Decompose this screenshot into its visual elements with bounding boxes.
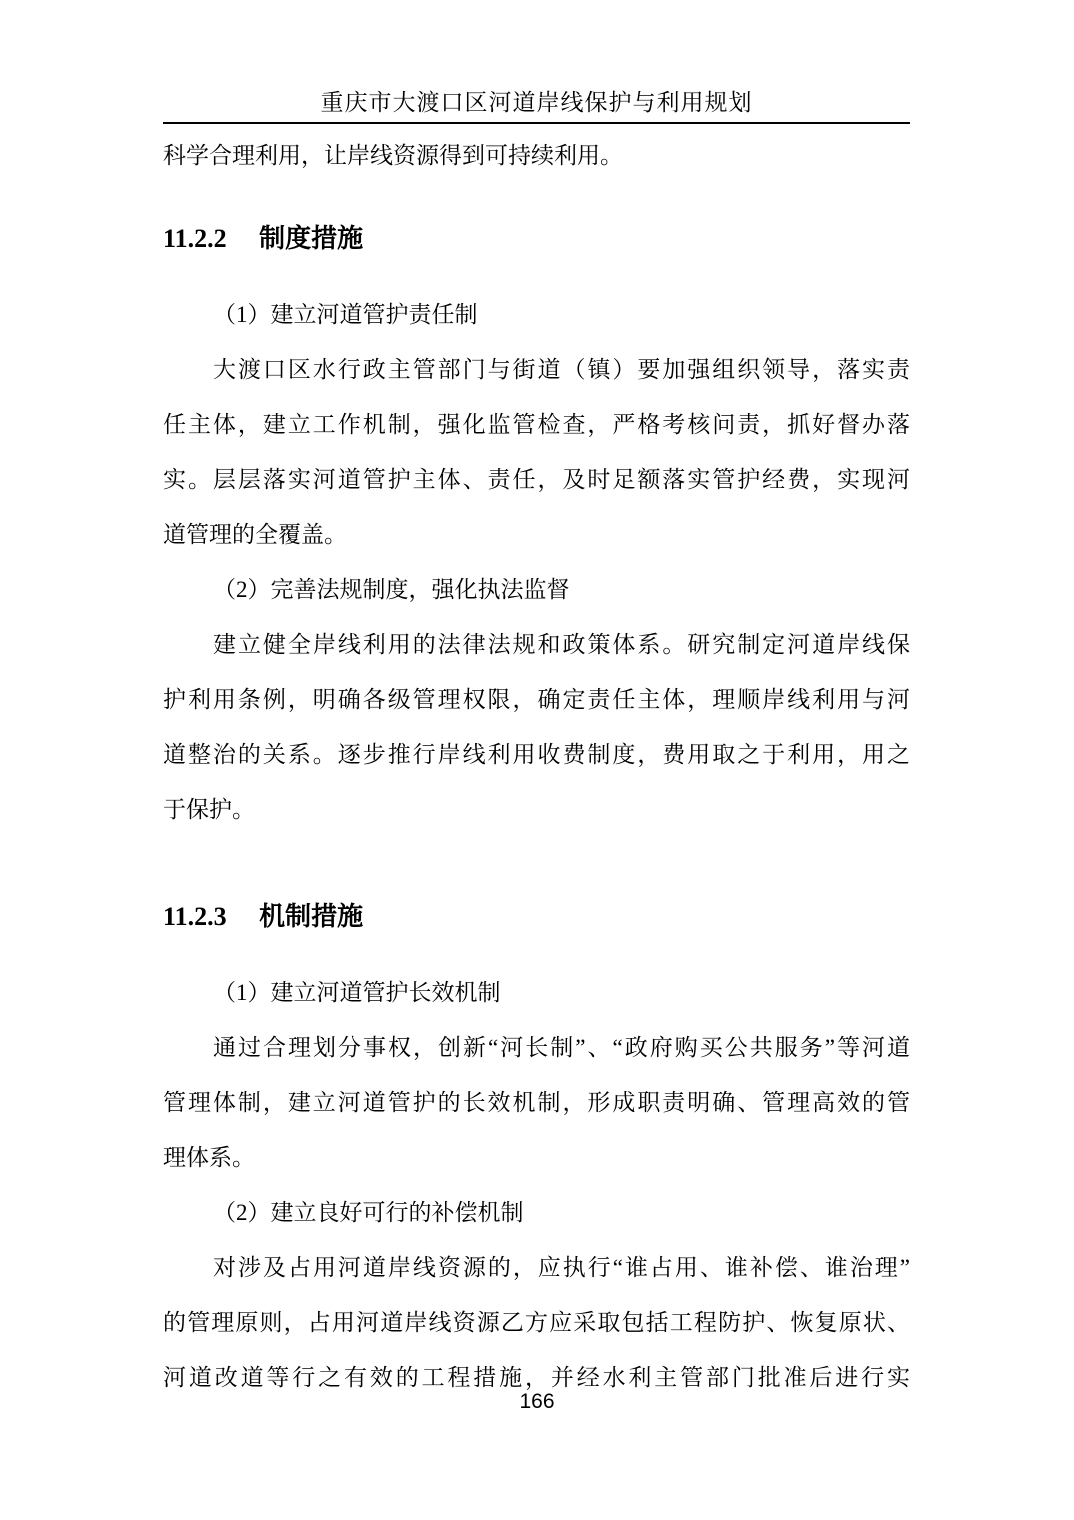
intro-paragraph-line: 科学合理利用，让岸线资源得到可持续利用。 <box>163 143 623 168</box>
paragraph-line: 河道改道等行之有效的工程措施，并经水利主管部门批准后进行实 <box>163 1365 910 1390</box>
paragraph-line: 护利用条例，明确各级管理权限，确定责任主体，理顺岸线利用与河 <box>163 687 910 712</box>
paragraph-line: 道整治的关系。逐步推行岸线利用收费制度，费用取之于利用，用之 <box>163 742 910 767</box>
paragraph-line: 建立健全岸线利用的法律法规和政策体系。研究制定河道岸线保 <box>213 632 910 657</box>
page-footer <box>0 1390 1074 1414</box>
header-title: 重庆市大渡口区河道岸线保护与利用规划 <box>320 90 753 115</box>
section-heading-11-2-2 <box>163 219 910 259</box>
paragraph-line: 任主体，建立工作机制，强化监管检查，严格考核问责，抓好督办落 <box>163 412 910 437</box>
list-item-label: （2）完善法规制度，强化执法监督 <box>213 577 570 602</box>
paragraph-line: 理体系。 <box>163 1145 255 1170</box>
paragraph-line: 于保护。 <box>163 797 255 822</box>
content-area <box>163 0 910 1405</box>
section-title: 机制措施 <box>259 902 364 931</box>
paragraph-line: 通过合理划分事权，创新“河长制”、“政府购买公共服务”等河道 <box>213 1035 910 1060</box>
page-number: 166 <box>519 1390 555 1413</box>
paragraph <box>163 342 910 562</box>
paragraph <box>163 1240 910 1405</box>
section-number: 11.2.2 <box>163 224 227 253</box>
section-title: 制度措施 <box>259 224 364 253</box>
paragraph <box>163 617 910 837</box>
list-item-label: （1）建立河道管护长效机制 <box>213 980 501 1005</box>
paragraph-line: 的管理原则，占用河道岸线资源乙方应采取包括工程防护、恢复原状、 <box>163 1310 910 1335</box>
section-heading-11-2-3 <box>163 897 910 937</box>
paragraph <box>163 1020 910 1185</box>
document-body <box>163 128 910 1405</box>
paragraph-line: 实。层层落实河道管护主体、责任，及时足额落实管护经费，实现河 <box>163 467 910 492</box>
paragraph-line: 道管理的全覆盖。 <box>163 522 347 547</box>
section-number: 11.2.3 <box>163 902 227 931</box>
page-header <box>163 0 910 124</box>
paragraph-line: 管理体制，建立河道管护的长效机制，形成职责明确、管理高效的管 <box>163 1090 910 1115</box>
list-item-label: （1）建立河道管护责任制 <box>213 302 478 327</box>
list-item-label: （2）建立良好可行的补偿机制 <box>213 1200 524 1225</box>
paragraph-line: 大渡口区水行政主管部门与街道（镇）要加强组织领导，落实责 <box>213 357 910 382</box>
paragraph-line: 对涉及占用河道岸线资源的，应执行“谁占用、谁补偿、谁治理” <box>213 1255 910 1280</box>
